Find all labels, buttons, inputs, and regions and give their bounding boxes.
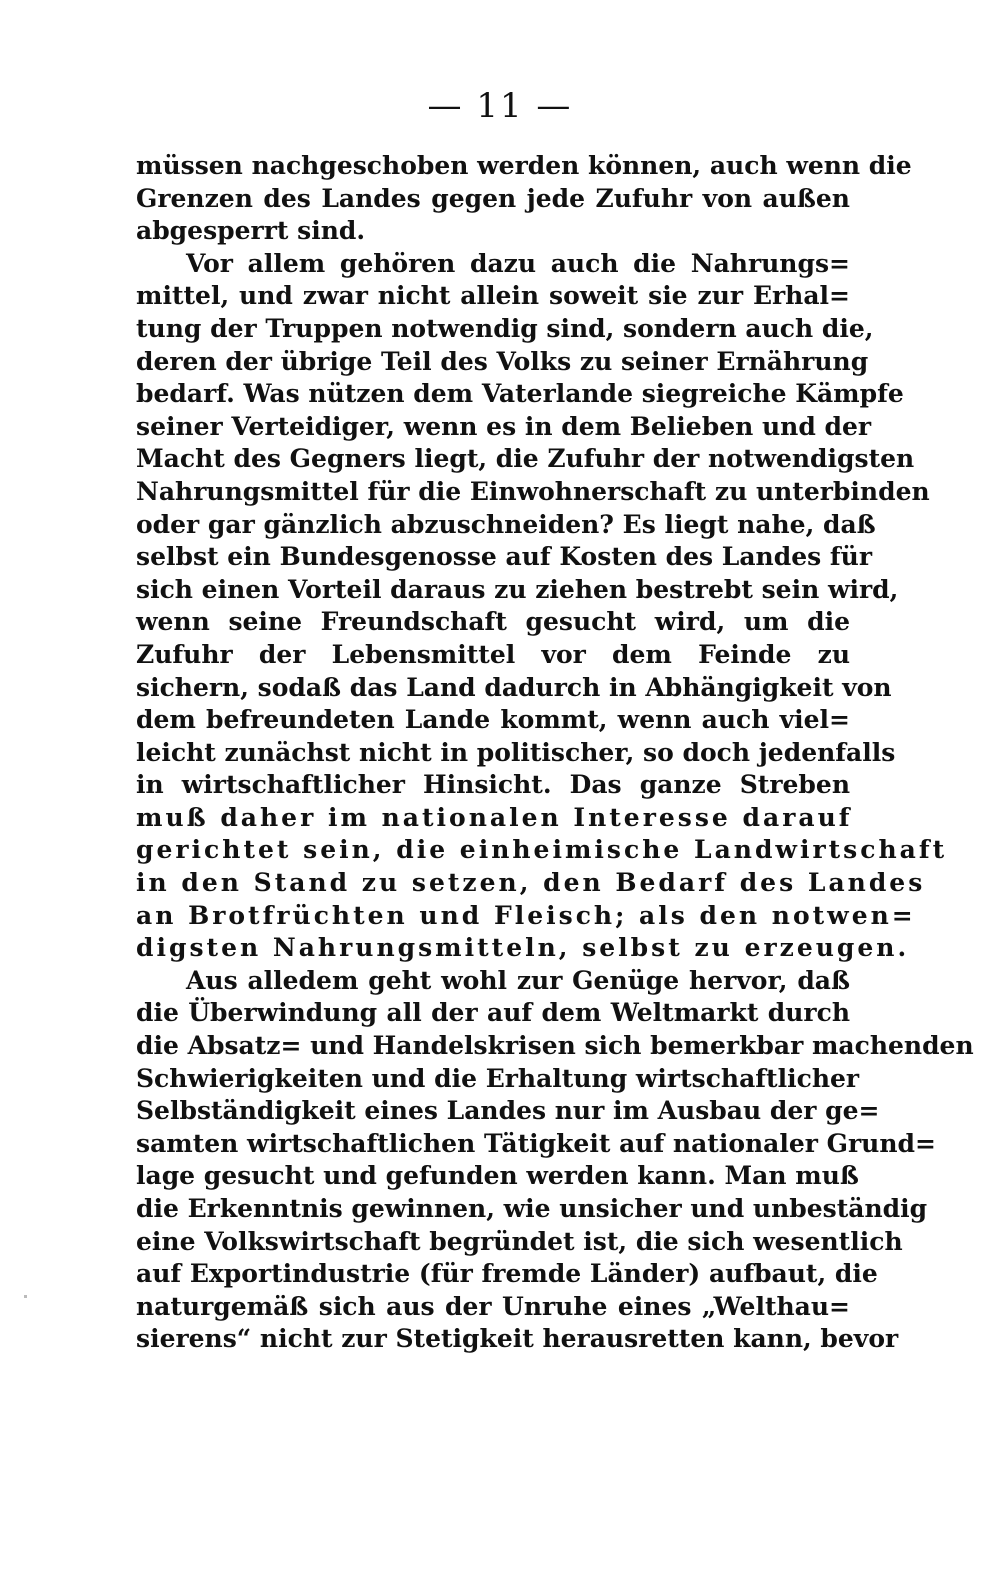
text-line: Selbständigkeit eines Landes nur im Ausbau der ge= — [136, 1096, 880, 1126]
text-line: samten wirtschaftlichen Tätigkeit auf nationaler Grund= — [136, 1128, 936, 1158]
text-line: muß daher im nationalen Interesse darauf — [136, 802, 853, 832]
text-line: sich einen Vorteil daraus zu ziehen bestrebt sein wird, — [136, 574, 899, 604]
text-line: an Brotfrüchten und Fleisch; als den notwen= — [136, 900, 916, 930]
text-line: seiner Verteidiger, wenn es in dem Belieben und der — [136, 411, 872, 441]
text-line: Grenzen des Landes gegen jede Zufuhr von außen — [136, 183, 850, 213]
text-line: Aus alledem geht wohl zur Genüge hervor, daß — [186, 965, 850, 995]
page-number: — 11 — — [427, 86, 573, 126]
text-line: die Absatz= und Handelskrisen sich bemerkbar machenden — [136, 1031, 974, 1061]
text-line: Macht des Gegners liegt, die Zufuhr der notwendigsten — [136, 444, 915, 474]
text-line: mittel, und zwar nicht allein soweit sie zur Erhal= — [136, 281, 850, 311]
text-line: Schwierigkeiten und die Erhaltung wirtschaftlicher — [136, 1063, 860, 1093]
text-line: abgesperrt sind. — [136, 216, 366, 246]
text-line: sierens“ nicht zur Stetigkeit herausretten kann, bevor — [136, 1324, 899, 1354]
text-line: eine Volkswirtschaft begründet ist, die sich wesentlich — [136, 1226, 903, 1256]
text-line: bedarf. Was nützen dem Vaterlande siegreiche Kämpfe — [136, 379, 904, 409]
text-line: leicht zunächst nicht in politischer, so doch jedenfalls — [136, 737, 896, 767]
text-line: digsten Nahrungsmitteln, selbst zu erzeugen. — [136, 933, 910, 963]
text-line: in wirtschaftlicher Hinsicht. Das ganze Streben — [136, 770, 850, 800]
text-line: die Erkenntnis gewinnen, wie unsicher und unbeständig — [136, 1194, 928, 1223]
text-line: lage gesucht und gefunden werden kann. Man muß — [136, 1161, 859, 1191]
text-line: gerichtet sein, die einheimische Landwirtschaft — [136, 835, 948, 865]
scan-speck — [24, 1295, 27, 1298]
text-line: selbst ein Bundesgenosse auf Kosten des Landes für — [136, 542, 872, 572]
text-line: Nahrungsmittel für die Einwohnerschaft zu unterbinden — [136, 476, 930, 506]
text-line: die Überwindung all der auf dem Weltmarkt durch — [136, 998, 850, 1028]
body-text — [136, 150, 974, 1356]
text-line: Zufuhr der Lebensmittel vor dem Feinde zu — [136, 639, 850, 669]
text-line: Vor allem gehören dazu auch die Nahrungs= — [186, 248, 850, 278]
text-line: in den Stand zu setzen, den Bedarf des Landes — [136, 868, 926, 898]
text-line: auf Exportindustrie (für fremde Länder) aufbaut, die — [136, 1259, 878, 1289]
text-line: sichern, sodaß das Land dadurch in Abhängigkeit von — [136, 672, 892, 702]
text-line: oder gar gänzlich abzuschneiden? Es liegt nahe, daß — [136, 509, 876, 539]
text-line: wenn seine Freundschaft gesucht wird, um die — [136, 607, 850, 637]
text-line: dem befreundeten Lande kommt, wenn auch viel= — [136, 705, 850, 735]
text-line: tung der Truppen notwendig sind, sondern auch die, — [136, 313, 874, 343]
text-line: müssen nachgeschoben werden können, auch wenn die — [136, 151, 912, 180]
text-line: naturgemäß sich aus der Unruhe eines „Welthau= — [136, 1291, 850, 1321]
text-line: deren der übrige Teil des Volks zu seiner Ernährung — [136, 346, 869, 376]
